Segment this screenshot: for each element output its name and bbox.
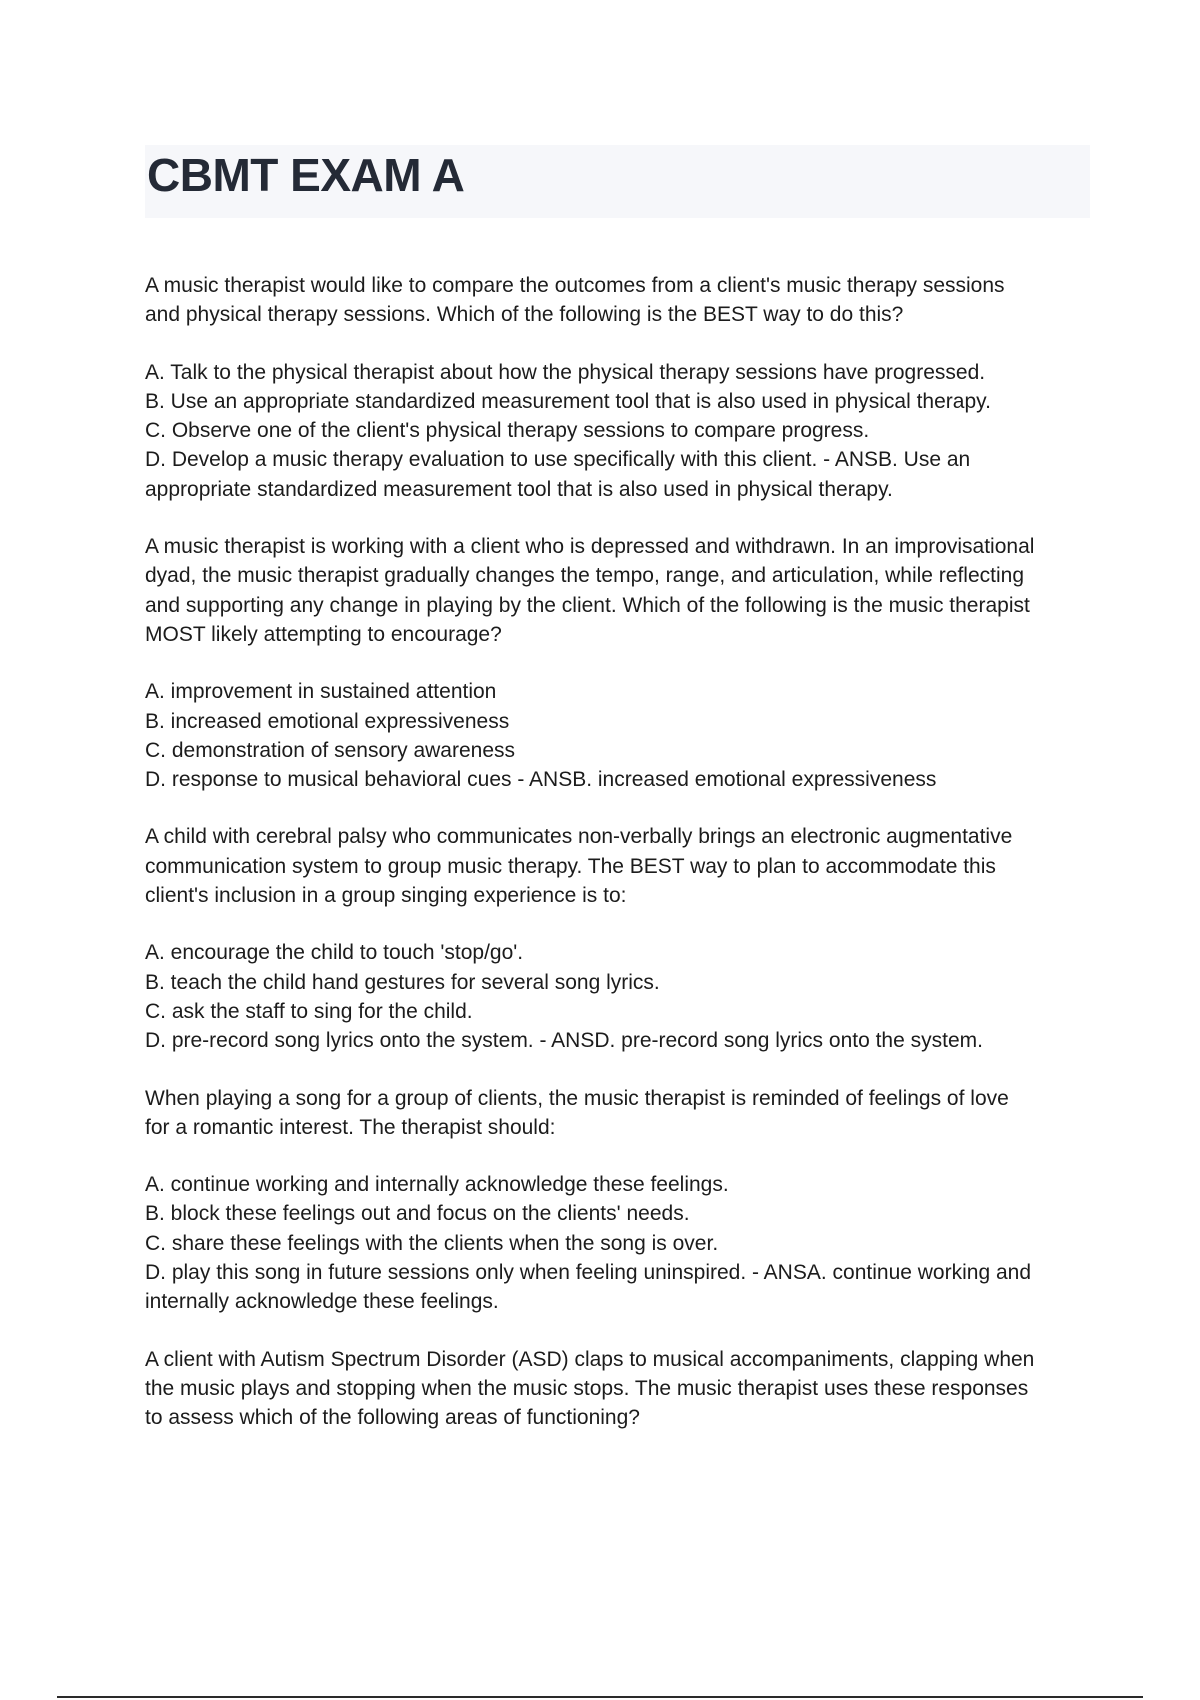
question-text-line: When playing a song for a group of clients, the music therapist is reminded of feelings of love [145,1086,1009,1110]
answer-option: D. play this song in future sessions only when feeling uninspired. - ANSA. continue working and [145,1261,1031,1285]
question-text-line: communication system to group music therapy. The BEST way to plan to accommodate this [145,854,996,878]
question-text-line: client's inclusion in a group singing experience is to: [145,884,627,908]
answer-option: D. Develop a music therapy evaluation to use specifically with this client. - ANSB. Use an [145,448,971,472]
answer-option: B. increased emotional expressiveness [145,709,510,733]
question-1-stem [145,271,1090,330]
question-text-line: A client with Autism Spectrum Disorder (ASD) claps to musical accompaniments, clapping when [145,1347,1035,1371]
question-text-line: the music plays and stopping when the music stops. The music therapist uses these responses [145,1376,1029,1400]
question-4-options [145,1170,1090,1316]
answer-option: B. teach the child hand gestures for several song lyrics. [145,970,660,994]
question-3-options [145,938,1090,1055]
answer-option: A. continue working and internally acknowledge these feelings. [145,1173,729,1197]
question-text-line: to assess which of the following areas of functioning? [145,1406,640,1430]
question-4-stem [145,1084,1090,1143]
answer-option: C. Observe one of the client's physical therapy sessions to compare progress. [145,419,870,443]
answer-key: appropriate standardized measurement tool that is also used in physical therapy. [145,477,893,501]
question-5-stem [145,1345,1090,1433]
answer-option: B. Use an appropriate standardized measurement tool that is also used in physical therapy. [145,389,991,413]
answer-option: A. Talk to the physical therapist about how the physical therapy sessions have progressed. [145,360,986,384]
question-list [145,271,1090,1461]
question-text-line: MOST likely attempting to encourage? [145,622,502,646]
answer-option: D. pre-record song lyrics onto the system. - ANSD. pre-record song lyrics onto the system. [145,1029,983,1053]
question-text-line: A music therapist is working with a client who is depressed and withdrawn. In an improvisational [145,535,1035,559]
footer-divider [57,1696,1143,1698]
question-1-options [145,358,1090,504]
answer-option: A. improvement in sustained attention [145,680,497,704]
question-text-line: and supporting any change in playing by the client. Which of the following is the music therapist [145,593,1030,617]
question-text-line: A child with cerebral palsy who communicates non-verbally brings an electronic augmentative [145,825,1013,849]
answer-key: internally acknowledge these feelings. [145,1290,499,1314]
answer-option: A. encourage the child to touch 'stop/go'. [145,941,524,965]
question-text-line: dyad, the music therapist gradually changes the tempo, range, and articulation, while reflecting [145,564,1025,588]
answer-option: C. ask the staff to sing for the child. [145,999,473,1023]
answer-option: C. demonstration of sensory awareness [145,738,516,762]
answer-option: B. block these feelings out and focus on the clients' needs. [145,1202,690,1226]
question-text-line: A music therapist would like to compare the outcomes from a client's music therapy sessions [145,274,1005,297]
question-text-line: for a romantic interest. The therapist should: [145,1115,556,1139]
question-text-line: and physical therapy sessions. Which of the following is the BEST way to do this? [145,303,904,327]
question-2-options [145,677,1090,794]
answer-option: D. response to musical behavioral cues - ANSB. increased emotional expressiveness [145,768,937,792]
question-2-stem [145,532,1090,649]
question-3-stem [145,822,1090,910]
answer-option: C. share these feelings with the clients when the song is over. [145,1231,719,1255]
page-title: CBMT EXAM A [147,149,465,201]
